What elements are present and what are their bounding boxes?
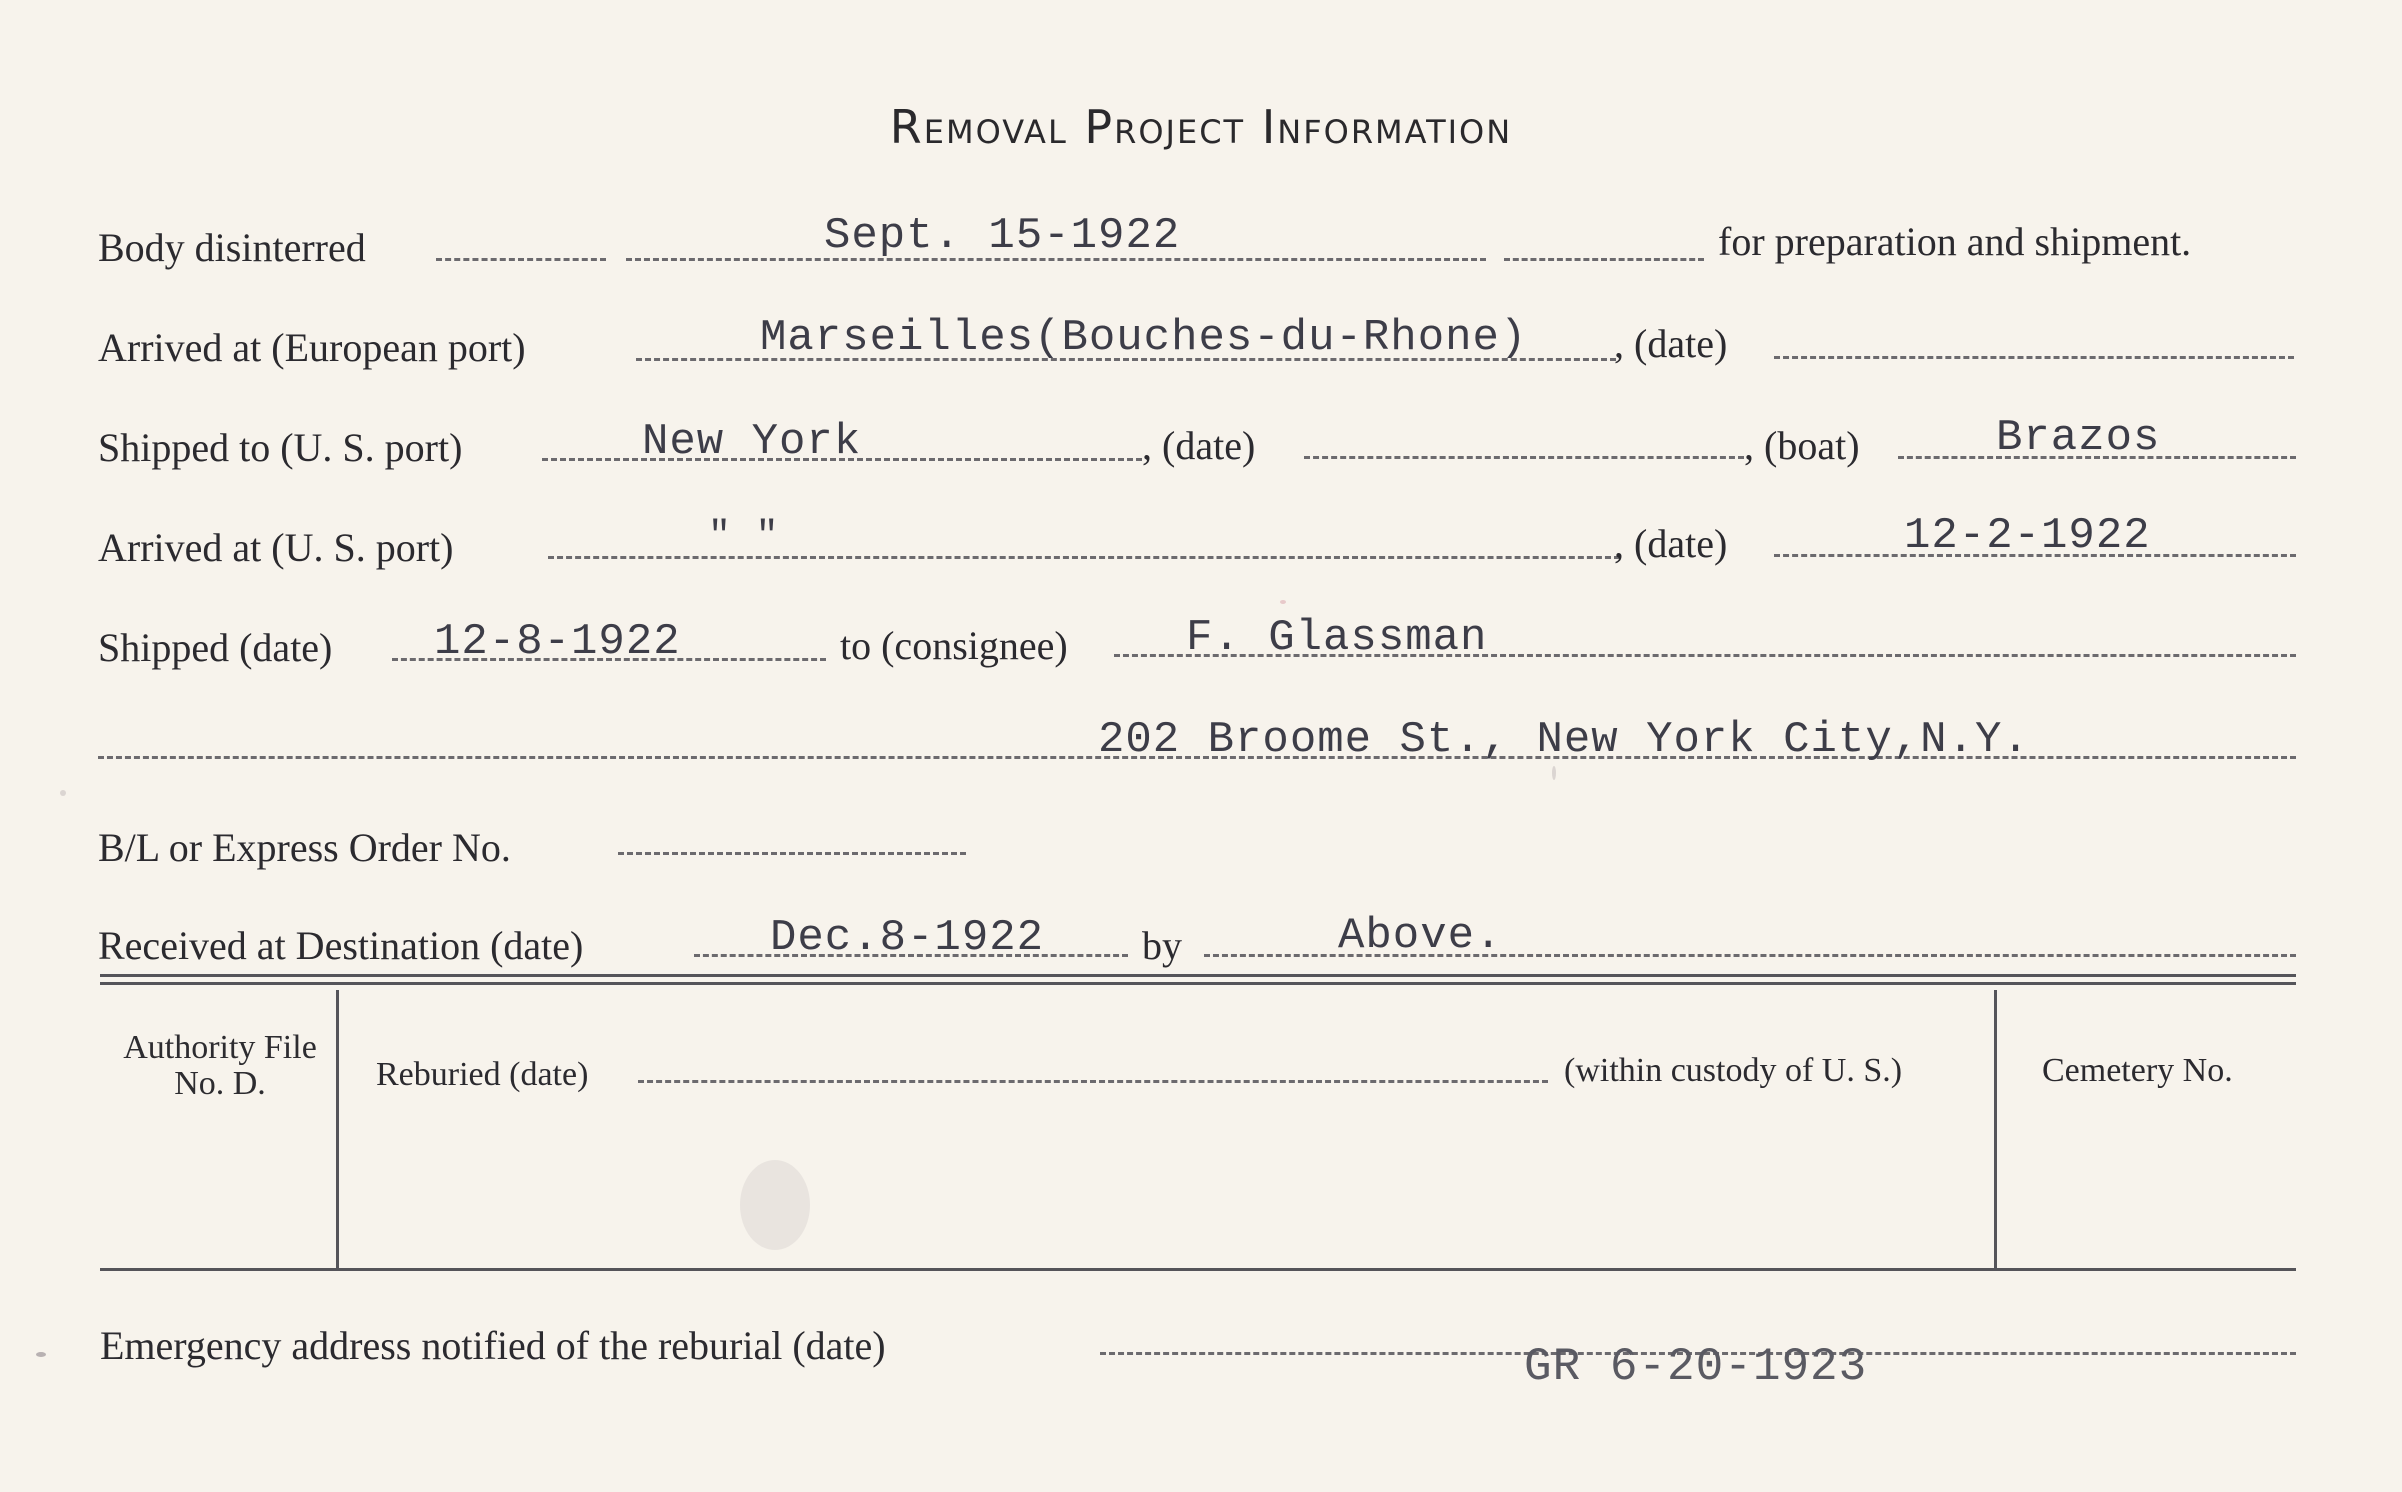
received-label: Received at Destination (date) [98, 923, 584, 968]
arrived-us-date-value: 12-2-1922 [1904, 511, 2151, 561]
dotted-line [436, 258, 606, 261]
consignee-label: to (consignee) [840, 623, 1068, 668]
table-divider [336, 990, 339, 1268]
custody-label: (within custody of U. S.) [1564, 1052, 1903, 1089]
dotted-line [1304, 456, 1744, 459]
shipped-date-value: 12-8-1922 [434, 617, 681, 667]
arrived-european-label: Arrived at (European port) [98, 325, 526, 370]
arrived-us-label: Arrived at (U. S. port) [98, 525, 454, 570]
reburied-label: Reburied (date) [376, 1056, 589, 1093]
received-by-value: Above. [1338, 911, 1503, 961]
received-by-label: by [1142, 923, 1182, 968]
dotted-line [1504, 258, 1704, 261]
table-top-rule [100, 974, 2296, 977]
arrived-european-value: Marseilles(Bouches-du-Rhone) [760, 313, 1528, 363]
shipped-us-boat-value: Brazos [1996, 413, 2161, 463]
paper-speck [1552, 766, 1556, 780]
emergency-stamp: GR 6-20-1923 [1524, 1341, 1868, 1393]
body-disinterred-value: Sept. 15-1922 [824, 211, 1181, 261]
paper-speck [1280, 600, 1286, 604]
paper-smudge [740, 1160, 810, 1250]
dotted-line [638, 1080, 1548, 1083]
table-divider [1994, 990, 1997, 1268]
paper-speck [36, 1352, 46, 1357]
table-bottom-rule [100, 1268, 2296, 1271]
consignee-address: 202 Broome St., New York City,N.Y. [1098, 715, 2030, 765]
arrived-european-date-label: , (date) [1614, 321, 1728, 366]
paper-speck [60, 790, 66, 796]
card-title: Removal Project Information [889, 100, 1513, 154]
shipped-us-label: Shipped to (U. S. port) [98, 425, 463, 470]
bl-order-label: B/L or Express Order No. [98, 825, 511, 870]
consignee-value: F. Glassman [1186, 613, 1488, 663]
dotted-line [1774, 356, 2294, 359]
shipped-us-boat-label: , (boat) [1744, 423, 1860, 468]
authority-file-label: Authority File No. D. [123, 1029, 317, 1102]
cemetery-label: Cemetery No. [2042, 1052, 2233, 1089]
arrived-us-date-label: , (date) [1614, 521, 1728, 566]
received-value: Dec.8-1922 [770, 913, 1045, 963]
dotted-line [618, 852, 966, 855]
table-top-rule [100, 982, 2296, 985]
body-disinterred-suffix: for preparation and shipment. [1718, 219, 2192, 264]
emergency-label: Emergency address notified of the reburial (date) [100, 1323, 886, 1368]
arrived-us-value: " " [708, 515, 780, 558]
shipped-us-date-label: , (date) [1142, 423, 1256, 468]
body-disinterred-label: Body disinterred [98, 225, 366, 270]
shipped-date-label: Shipped (date) [98, 625, 333, 670]
shipped-us-value: New York [642, 417, 862, 467]
